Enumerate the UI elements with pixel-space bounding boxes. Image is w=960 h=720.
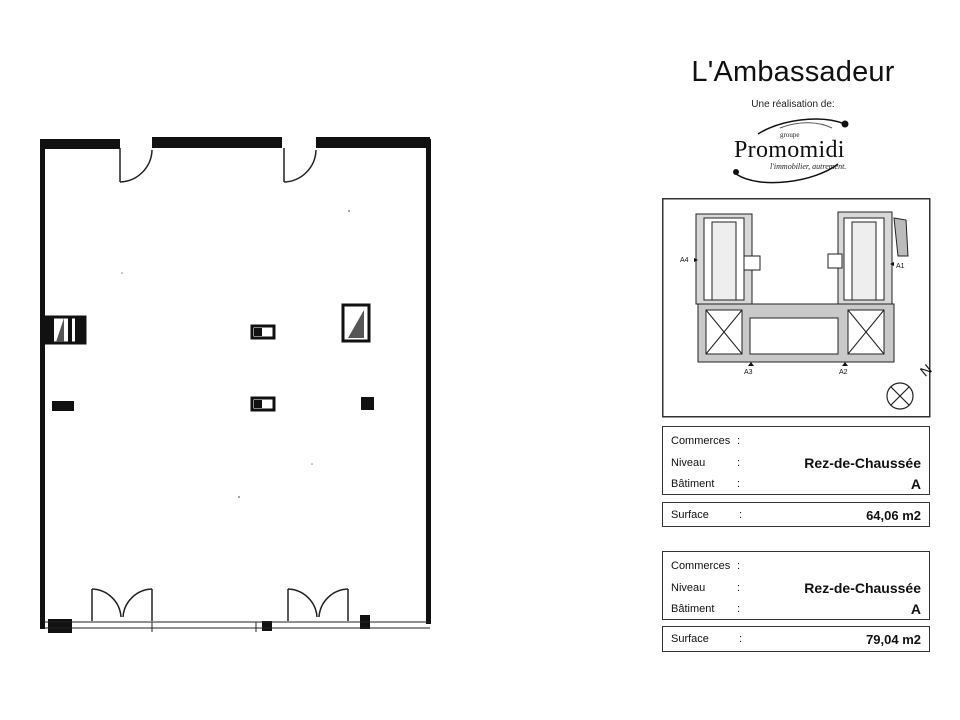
batiment-label: Bâtiment xyxy=(671,478,715,490)
plan-columns xyxy=(43,305,374,411)
colon: : xyxy=(739,509,743,521)
colon: : xyxy=(739,633,743,645)
niveau-value: Rez-de-Chaussée xyxy=(804,455,921,471)
builder-caption: Une réalisation de: xyxy=(751,99,835,110)
floor-plan xyxy=(0,0,450,650)
surface-value: 79,04 m2 xyxy=(866,632,921,647)
keyplan-building-a-left xyxy=(696,214,760,304)
plan-walls xyxy=(40,137,431,633)
niveau-label: Niveau xyxy=(671,582,706,594)
surface-value: 64,06 m2 xyxy=(866,508,921,523)
surface-label: Surface xyxy=(671,633,709,645)
niveau-value: Rez-de-Chaussée xyxy=(804,580,921,596)
keyplan-lower-block xyxy=(698,304,894,362)
colon: : xyxy=(737,582,741,594)
niveau-label: Niveau xyxy=(671,457,706,469)
batiment-value: A xyxy=(910,476,921,492)
unit-1-surface-box xyxy=(662,502,930,527)
commerces-label: Commerces xyxy=(671,560,731,572)
colon: : xyxy=(737,603,741,615)
keyplan-label-a3: A3 xyxy=(744,369,753,376)
unit-1-info-box xyxy=(662,426,930,495)
keyplan-label-a4: A4 xyxy=(680,257,689,264)
colon: : xyxy=(737,457,741,469)
colon: : xyxy=(737,478,741,490)
batiment-label: Bâtiment xyxy=(671,603,715,615)
logo-groupe-text: groupe xyxy=(780,131,800,139)
plan-specks xyxy=(121,210,350,498)
plan-bottom-doors xyxy=(92,589,348,621)
colon: : xyxy=(737,560,741,572)
keyplan-label-a2: A2 xyxy=(839,369,848,376)
unit-2-surface-box xyxy=(662,626,930,652)
plan-bottom-glazing xyxy=(44,622,430,632)
unit-2-info-box xyxy=(662,551,930,620)
commerces-label: Commerces xyxy=(671,435,731,447)
north-label: N xyxy=(916,360,935,380)
surface-label: Surface xyxy=(671,509,709,521)
site-key-plan xyxy=(662,198,935,420)
colon: : xyxy=(737,435,741,447)
keyplan-label-a1: A1 xyxy=(896,263,905,270)
building-title: L'Ambassadeur xyxy=(691,56,895,88)
logo-name-text: Promomidi xyxy=(734,137,845,163)
batiment-value: A xyxy=(910,601,921,617)
plan-top-doors xyxy=(120,148,316,182)
logo-tagline-text: l'immobilier, autrement. xyxy=(770,162,847,171)
